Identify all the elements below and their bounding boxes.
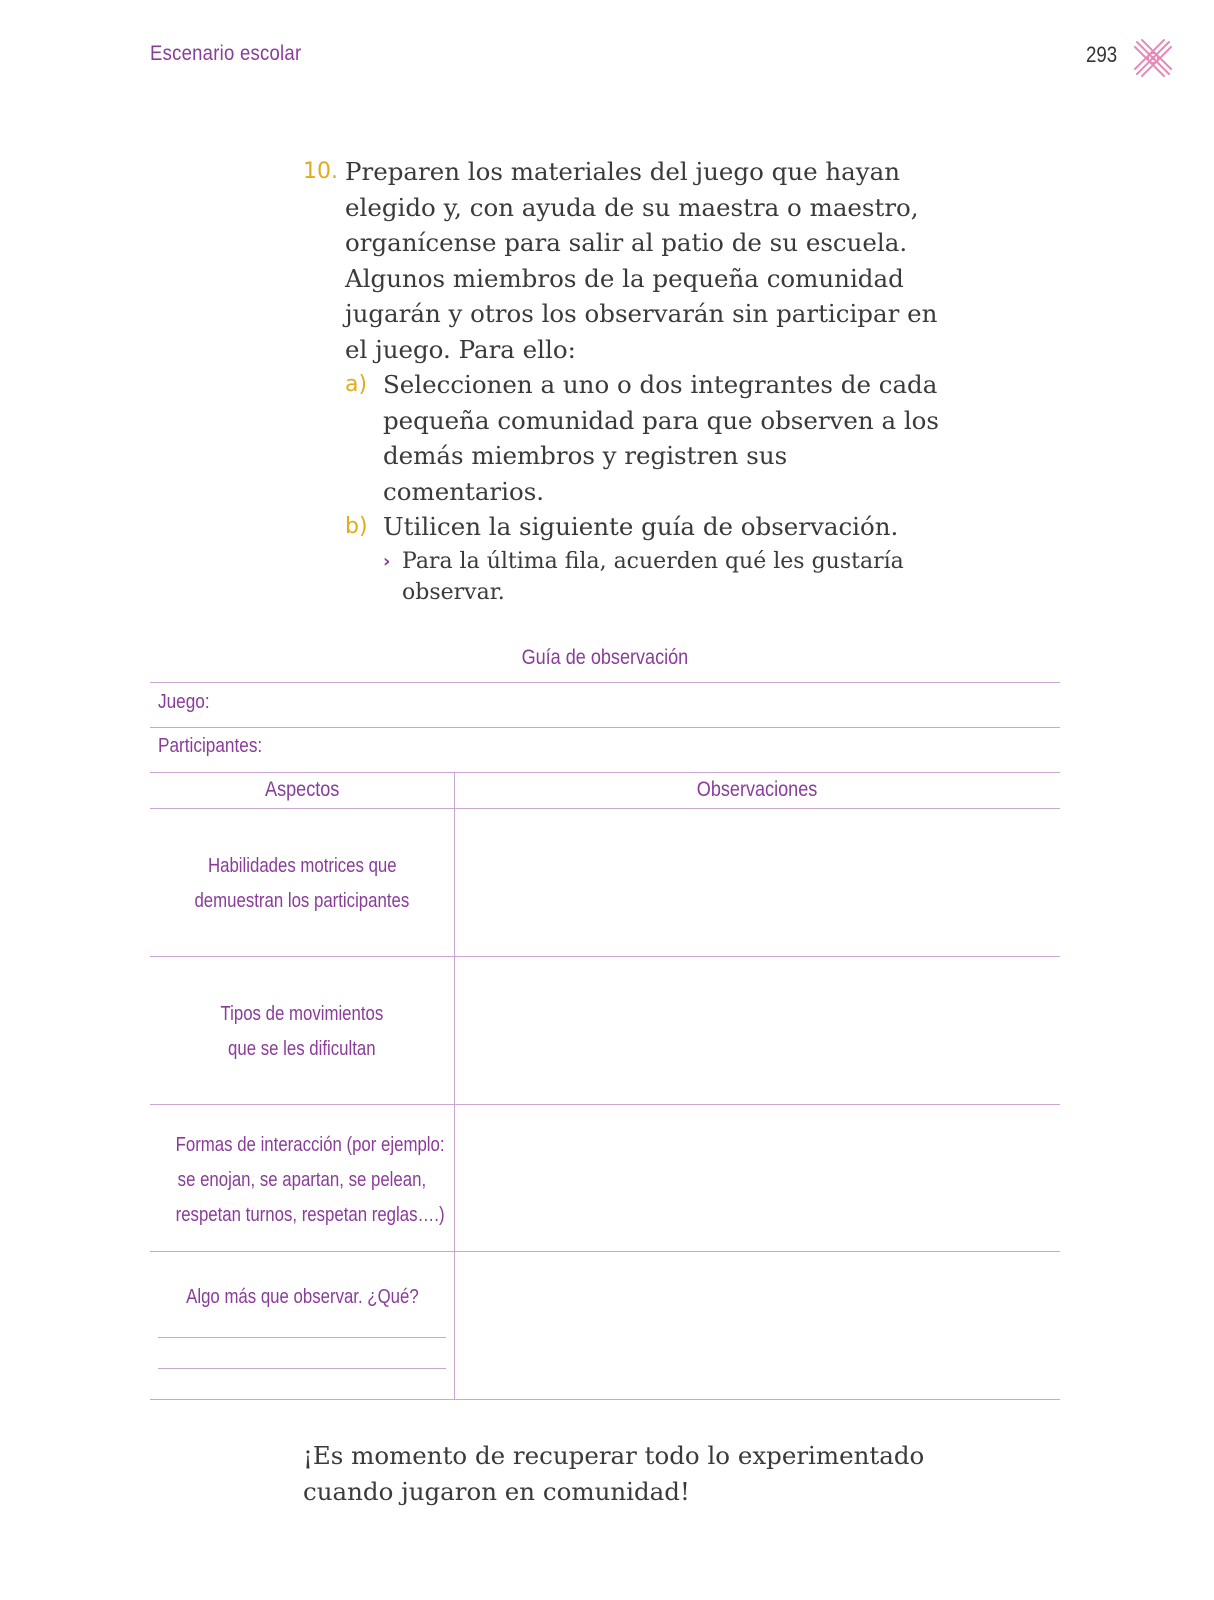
table-rule-bottom: [150, 1399, 1060, 1400]
field-participantes[interactable]: Participantes:: [158, 735, 263, 757]
sub-marker-b: b): [345, 514, 368, 539]
instructions: [303, 154, 943, 608]
step-number: 10.: [303, 159, 338, 184]
table-rule: [150, 808, 1060, 809]
sub-text-a: Seleccionen a uno o dos integrantes de cada pequeña comunidad para que observen a los demás miembros y registren sus comentarios.: [383, 370, 939, 506]
closing-line: ¡Es momento de recuperar todo lo experimentado: [303, 1441, 925, 1470]
step-text: Preparen los materiales del juego que hayan elegido y, con ayuda de su maestra o maestro, organícense para salir al patio de su escuela. Algunos miembros de la pequeña comunidad jugarán y otros los observarán sin participar en el juego. Para ello:: [345, 157, 938, 364]
section-title: Escenario escolar: [150, 42, 302, 65]
aspect-algo-mas: Algo más que observar. ¿Qué?: [185, 1286, 419, 1308]
closing-text: [303, 1438, 1003, 1509]
bullet-text: Para la última fila, acuerden qué les gustaría observar.: [402, 548, 904, 605]
table-rule: [150, 1251, 1060, 1252]
table-rule: [150, 956, 1060, 957]
sub-marker-a: a): [345, 372, 368, 397]
sub-text-b: Utilicen la siguiente guía de observación.: [383, 512, 899, 541]
star-ornament-icon: [1133, 38, 1173, 78]
write-line[interactable]: [158, 1337, 446, 1338]
field-juego[interactable]: Juego:: [158, 691, 210, 713]
sub-item-b: [345, 509, 943, 608]
chevron-right-icon: ›: [383, 550, 391, 572]
column-divider: [454, 772, 455, 1400]
table-rule: [150, 772, 1060, 773]
table-rule-top: [150, 682, 1060, 683]
table-rule: [150, 1104, 1060, 1105]
aspect-habilidades: Habilidades motrices que demuestran los participantes: [194, 855, 410, 912]
column-header-observaciones: Observaciones: [696, 778, 818, 801]
column-header-aspectos: Aspectos: [264, 778, 340, 801]
closing-line: cuando jugaron en comunidad!: [303, 1476, 690, 1506]
table-rule: [150, 727, 1060, 728]
step-10: [303, 154, 943, 608]
bullet-item: [383, 546, 943, 608]
guide-title: Guía de observación: [521, 646, 689, 669]
page-number: 293: [1086, 42, 1118, 67]
sub-item-a: [345, 367, 943, 509]
write-line[interactable]: [158, 1368, 446, 1369]
aspect-formas-interaccion: Formas de interacción (por ejemplo: se enojan, se apartan, se pelean, respetan turnos, respetan reglas….): [175, 1134, 445, 1226]
aspect-tipos-movimientos: Tipos de movimientos que se les dificultan: [220, 1003, 384, 1060]
